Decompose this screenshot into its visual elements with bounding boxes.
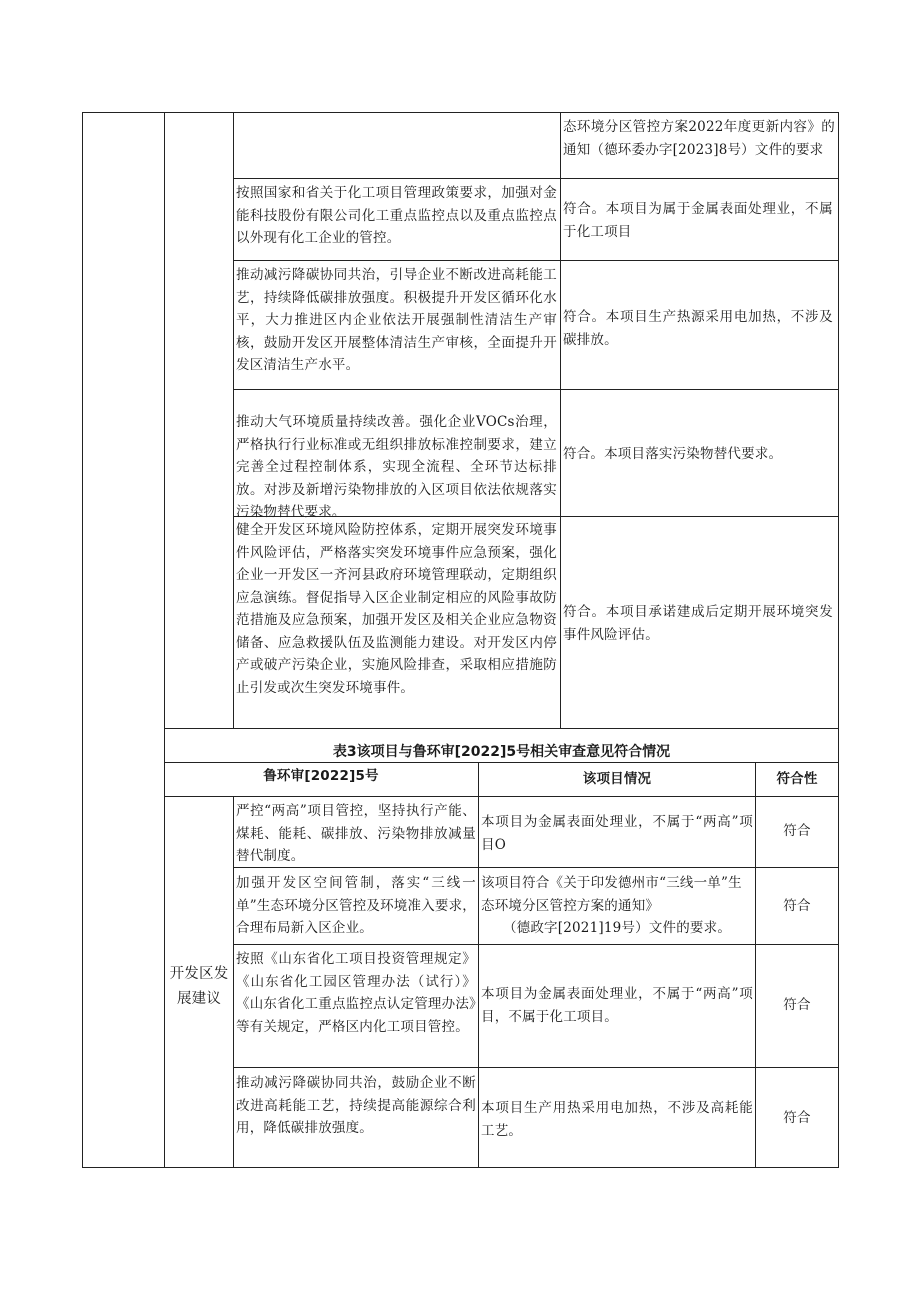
status-cell: 该项目符合《关于印发德州市“三线一单”生态环境分区管控方案的通知》	[481, 875, 742, 914]
column-divider	[233, 796, 234, 1168]
requirement-cell: 严控“两高”项目管控，坚持执行产能、煤耗、能耗、碳排放、污染物排放减量替代制度。	[236, 803, 476, 864]
row-divider	[233, 1067, 839, 1068]
compliance-cell: 符合	[783, 823, 811, 839]
compliance-cell: 符合	[783, 997, 811, 1013]
requirement-cell: 加强开发区空间管制，落实“三线一单”生态环境分区管控及环境准入要求，合理布局新入区企业。	[236, 875, 477, 936]
status-cell: 本项目为金属表面处理业，不属于“两高”项目O	[481, 814, 753, 853]
header-status: 该项目情况	[582, 771, 652, 787]
status-cell: 符合。本项目承诺建成后定期开展环境突发事件风险评估。	[563, 604, 833, 643]
column-divider	[233, 112, 234, 728]
status-cell: 符合。本项目生产热源采用电加热，不涉及碳排放。	[563, 309, 833, 348]
column-divider	[560, 112, 561, 728]
header-compliance: 符合性	[776, 771, 818, 787]
row-divider	[233, 260, 839, 261]
column-divider	[164, 112, 165, 1168]
row-divider	[233, 944, 839, 945]
category-cell: 开发区发展建议	[169, 966, 229, 1007]
requirement-cell: 推动减污降碳协同共治，引导企业不断改进高耗能工艺，持续降低碳排放强度。积极提升开发区循环化水平，大力推进区内企业依法开展强制性清洁生产审核，鼓励开发区开展整体清洁生产审核，全面提升开发区清洁生产水平。	[236, 267, 557, 373]
column-divider	[478, 762, 479, 1168]
status-cell: 态环境分区管控方案2022年度更新内容》的通知（德环委办字[2023]8号）文件的要求	[563, 119, 835, 158]
requirement-cell: 按照《山东省化工项目投资管理规定》《山东省化工园区管理办法（试行）》《山东省化工重点监控点认定管理办法》等有关规定，严格区内化工项目管控。	[236, 951, 476, 1035]
row-divider	[164, 762, 839, 763]
header-requirement: 鲁环审[2022]5号	[263, 768, 379, 784]
row-divider	[164, 728, 839, 729]
status-cell: 符合。本项目落实污染物替代要求。	[563, 446, 783, 462]
compliance-cell: 符合	[783, 898, 811, 914]
row-divider	[164, 796, 839, 797]
requirement-cell: 推动减污降碳协同共治，鼓励企业不断改进高耗能工艺，持续提高能源综合利用，降低碳排放强度。	[236, 1075, 476, 1136]
requirement-cell: 推动大气环境质量持续改善。强化企业VOCs治理，严格执行行业标准或无组织排放标准控制要求，建立完善全过程控制体系，实现全流程、全环节达标排放。对涉及新增污染物排放的入区项目依法依规落实污染物替代要求。	[236, 414, 557, 520]
requirement-cell: 健全开发区环境风险防控体系，定期开展突发环境事件风险评估，严格落实突发环境事件应急预案，强化企业一开发区一齐河县政府环境管理联动，定期组织应急演练。督促指导入区企业制定相应的风险事故防范措施及应急预案，加强开发区及相关企业应急物资储备、应急救援队伍及监测能力建设。对开发区内停产或破产污染企业，实施风险排查，采取相应措施防止引发或次生突发环境事件。	[236, 522, 557, 696]
status-cell: 本项目生产用热采用电加热，不涉及高耗能工艺。	[481, 1100, 753, 1139]
row-divider	[233, 389, 839, 390]
status-cell: 符合。本项目为属于金属表面处理业，不属于化工项目	[563, 201, 833, 240]
status-cell: 本项目为金属表面处理业，不属于“两高”项目，不属于化工项目。	[481, 986, 753, 1025]
requirement-cell: 按照国家和省关于化工项目管理政策要求，加强对金能科技股份有限公司化工重点监控点以及重点监控点以外现有化工企业的管控。	[236, 185, 557, 246]
row-divider	[233, 178, 839, 179]
compliance-cell: 符合	[783, 1110, 811, 1126]
status-cell-line2: （德政字[2021]19号）文件的要求。	[502, 920, 732, 936]
table-title: 表3该项目与鲁环审[2022]5号相关审查意见符合情况	[332, 744, 671, 760]
